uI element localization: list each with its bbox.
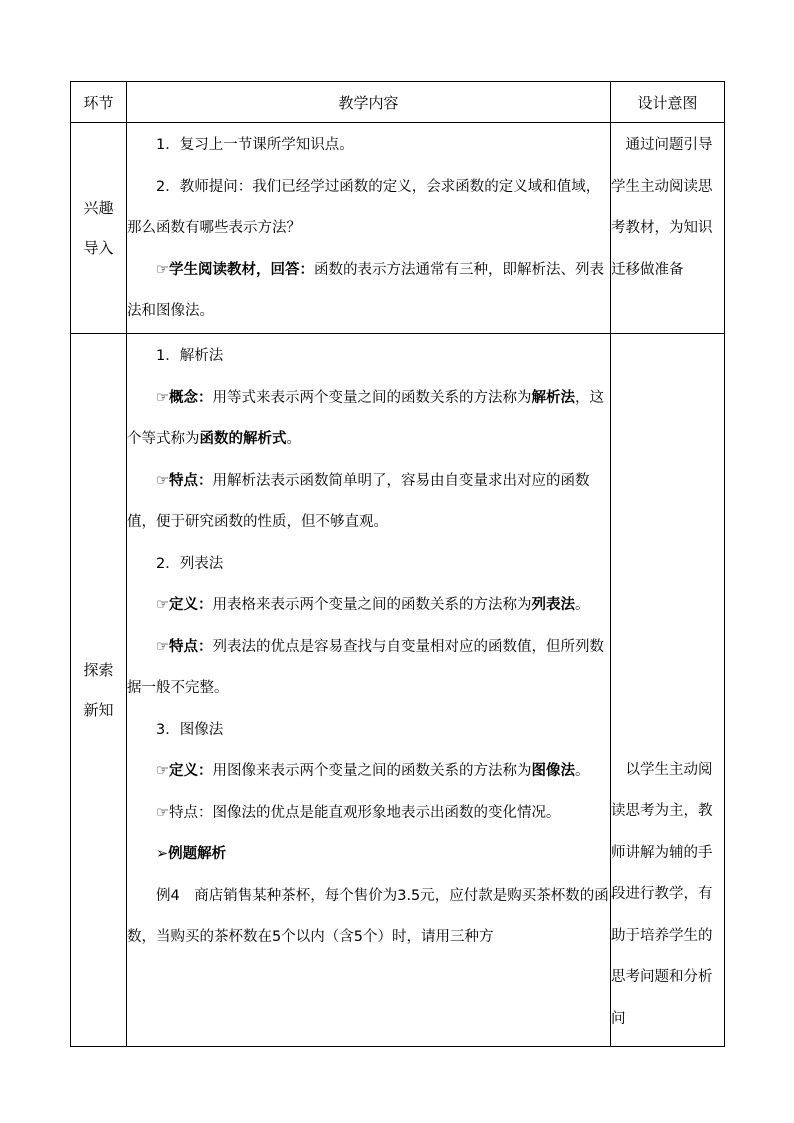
section-1-def-end: 。: [286, 431, 301, 447]
intro-label-line1: 兴趣: [83, 199, 114, 217]
explore-row: [71, 334, 725, 1047]
example-heading: [127, 834, 610, 876]
intro-stage-label: [71, 123, 127, 334]
section-1-title: 1．解析法: [156, 348, 224, 364]
section-3-feature: ☞特点：图像法的优点是能直观形象地表示出函数的变化情况。: [156, 804, 561, 821]
section-2-feat-text: 列表法的优点是容易查找与自变量相对应的函数值，但所列数据一般不完整。: [127, 638, 604, 696]
explore-stage-label: [71, 334, 127, 1047]
section-2-feature: [127, 627, 610, 710]
explore-intent-text: 以学生主动阅读思考为主，教师讲解为辅的手段进行教学，有助于培养学生的思考问题和分析问: [611, 761, 713, 1027]
section-1-feat-text: 用解析法表示函数简单明了，容易由自变量求出对应的函数值，便于研究函数的性质，但不够直观。: [127, 472, 590, 530]
section-3-def-lead: ☞定义：: [156, 763, 213, 779]
section-1-definition: [127, 378, 610, 461]
section-1-def-text2: ，这个等式称为: [127, 389, 604, 447]
intro-label-line2: 导入: [83, 239, 114, 257]
intro-row: [71, 123, 725, 334]
intro-para-1: 1．复习上一节课所学知识点。: [156, 137, 354, 153]
explore-label-line2: 新知: [83, 701, 114, 719]
section-2-definition: [127, 585, 610, 627]
explore-label-line1: 探索: [83, 661, 114, 679]
intro-para-2: 2．教师提问：我们已经学过函数的定义，会求函数的定义域和值域，那么函数有哪些表示方法？: [127, 178, 601, 236]
section-2-def-term: 列表法: [531, 597, 575, 613]
section-1-feature: [127, 461, 610, 544]
intro-content: [127, 123, 611, 334]
section-1-def-lead: ☞概念：: [156, 389, 213, 406]
explore-intent: [611, 334, 725, 1047]
section-1-feat-lead: ☞特点：: [156, 472, 213, 489]
section-2-def-end: 。: [575, 597, 590, 613]
section-1-def-text: 用等式来表示两个变量之间的函数关系的方法称为: [212, 389, 532, 406]
intro-intent: [611, 123, 725, 334]
example-text: 例4 商店销售某种茶杯，每个售价为3.5元，应付款是购买茶杯数的函数，当购买的茶杯数在5个以内（含5个）时，请用三种方: [127, 887, 609, 945]
section-3-def-end: 。: [575, 763, 590, 779]
intro-intent-text: 通过问题引导学生主动阅读思考教材，为知识迁移做准备: [611, 137, 713, 278]
section-2-title: 2．列表法: [156, 555, 224, 572]
section-3-def-term: 图像法: [531, 763, 575, 779]
header-stage: 环节: [71, 82, 127, 123]
header-content: 教学内容: [127, 82, 611, 123]
section-1-def-term2: 函数的解析式: [199, 431, 287, 447]
section-3-definition: [127, 751, 610, 793]
section-2-def-text: 用表格来表示两个变量之间的函数关系的方法称为: [212, 597, 532, 613]
section-3-title: 3．图像法: [156, 721, 224, 738]
intro-para-3-lead: ☞学生阅读教材，回答：: [156, 261, 314, 278]
section-1-def-term: 解析法: [531, 389, 575, 406]
section-3-def-text: 用图像来表示两个变量之间的函数关系的方法称为: [212, 763, 532, 779]
section-2-def-lead: ☞定义：: [156, 597, 213, 613]
lesson-plan-table: [70, 81, 725, 1047]
explore-content: [127, 334, 611, 1047]
table-header-row: [71, 82, 725, 123]
header-intent: 设计意图: [611, 82, 725, 123]
intro-para-3: [127, 250, 610, 333]
intro-para-3-text: 函数的表示方法通常有三种，即解析法、列表法和图像法。: [127, 261, 604, 319]
section-2-feat-lead: ☞特点：: [156, 638, 213, 655]
example-heading-text: ➢例题解析: [156, 846, 227, 862]
